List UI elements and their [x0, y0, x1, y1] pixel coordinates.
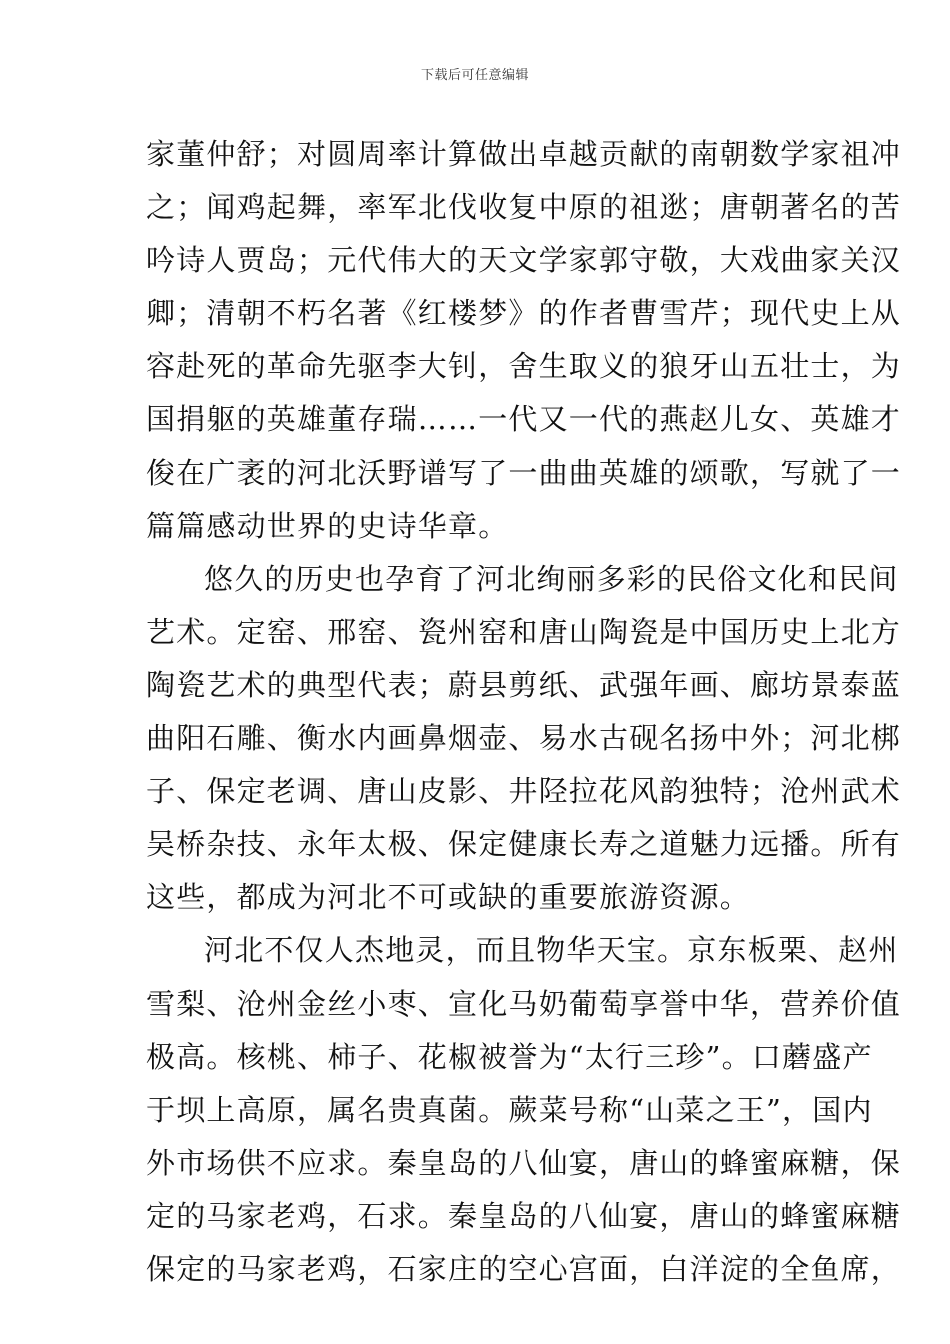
- text-line: 雪梨、沧州金丝小枣、宣化马奶葡萄享誉中华，营养价值: [146, 986, 902, 1021]
- text-line: 篇篇感动世界的史诗华章。: [146, 508, 509, 543]
- text-line: 曲阳石雕、衡水内画鼻烟壶、易水古砚名扬中外；河北梆: [146, 721, 902, 756]
- paragraph-start-line: 悠久的历史也孕育了河北绚丽多彩的民俗文化和民间: [204, 561, 899, 596]
- text-line: 艺术。定窑、邢窑、瓷州窑和唐山陶瓷是中国历史上北方: [146, 614, 902, 649]
- page-header: 下载后可任意编辑: [420, 68, 529, 83]
- text-line: 极高。核桃、柿子、花椒被誉为“太行三珍”。口蘑盛产: [146, 1039, 873, 1074]
- text-line: 俊在广袤的河北沃野谱写了一曲曲英雄的颂歌，写就了一: [146, 455, 902, 490]
- text-line: 这些，都成为河北不可或缺的重要旅游资源。: [146, 880, 751, 915]
- text-line: 国捐躯的英雄董存瑞……一代又一代的燕赵儿女、英雄才: [146, 402, 902, 437]
- text-line: 子、保定老调、唐山皮影、井陉拉花风韵独特；沧州武术: [146, 774, 902, 809]
- text-line: 卿；清朝不朽名著《红楼梦》的作者曹雪芹；现代史上从: [146, 296, 902, 331]
- text-line: 外市场供不应求。秦皇岛的八仙宴，唐山的蜂蜜麻糖，保: [146, 1145, 902, 1180]
- body-text: [146, 128, 902, 1296]
- paragraph-start-line: 河北不仅人杰地灵，而且物华天宝。京东板栗、赵州: [204, 933, 899, 968]
- text-line: 容赴死的革命先驱李大钊，舍生取义的狼牙山五壮士，为: [146, 349, 902, 384]
- text-line: 保定的马家老鸡，石家庄的空心宫面，白洋淀的全鱼席，: [146, 1251, 902, 1286]
- text-line: 陶瓷艺术的典型代表；蔚县剪纸、武强年画、廊坊景泰蓝: [146, 667, 902, 702]
- text-line: 家董仲舒；对圆周率计算做出卓越贡献的南朝数学家祖冲: [146, 137, 902, 171]
- text-line: 定的马家老鸡，石求。秦皇岛的八仙宴，唐山的蜂蜜麻糖: [146, 1198, 902, 1233]
- text-line: 吴桥杂技、永年太极、保定健康长寿之道魅力远播。所有: [146, 827, 902, 862]
- text-line: 之；闻鸡起舞，率军北伐收复中原的祖逖；唐朝著名的苦: [146, 190, 902, 225]
- text-line: 吟诗人贾岛；元代伟大的天文学家郭守敬，大戏曲家关汉: [146, 243, 902, 278]
- text-line: 于坝上高原，属名贵真菌。蕨菜号称“山菜之王”，国内: [146, 1092, 873, 1127]
